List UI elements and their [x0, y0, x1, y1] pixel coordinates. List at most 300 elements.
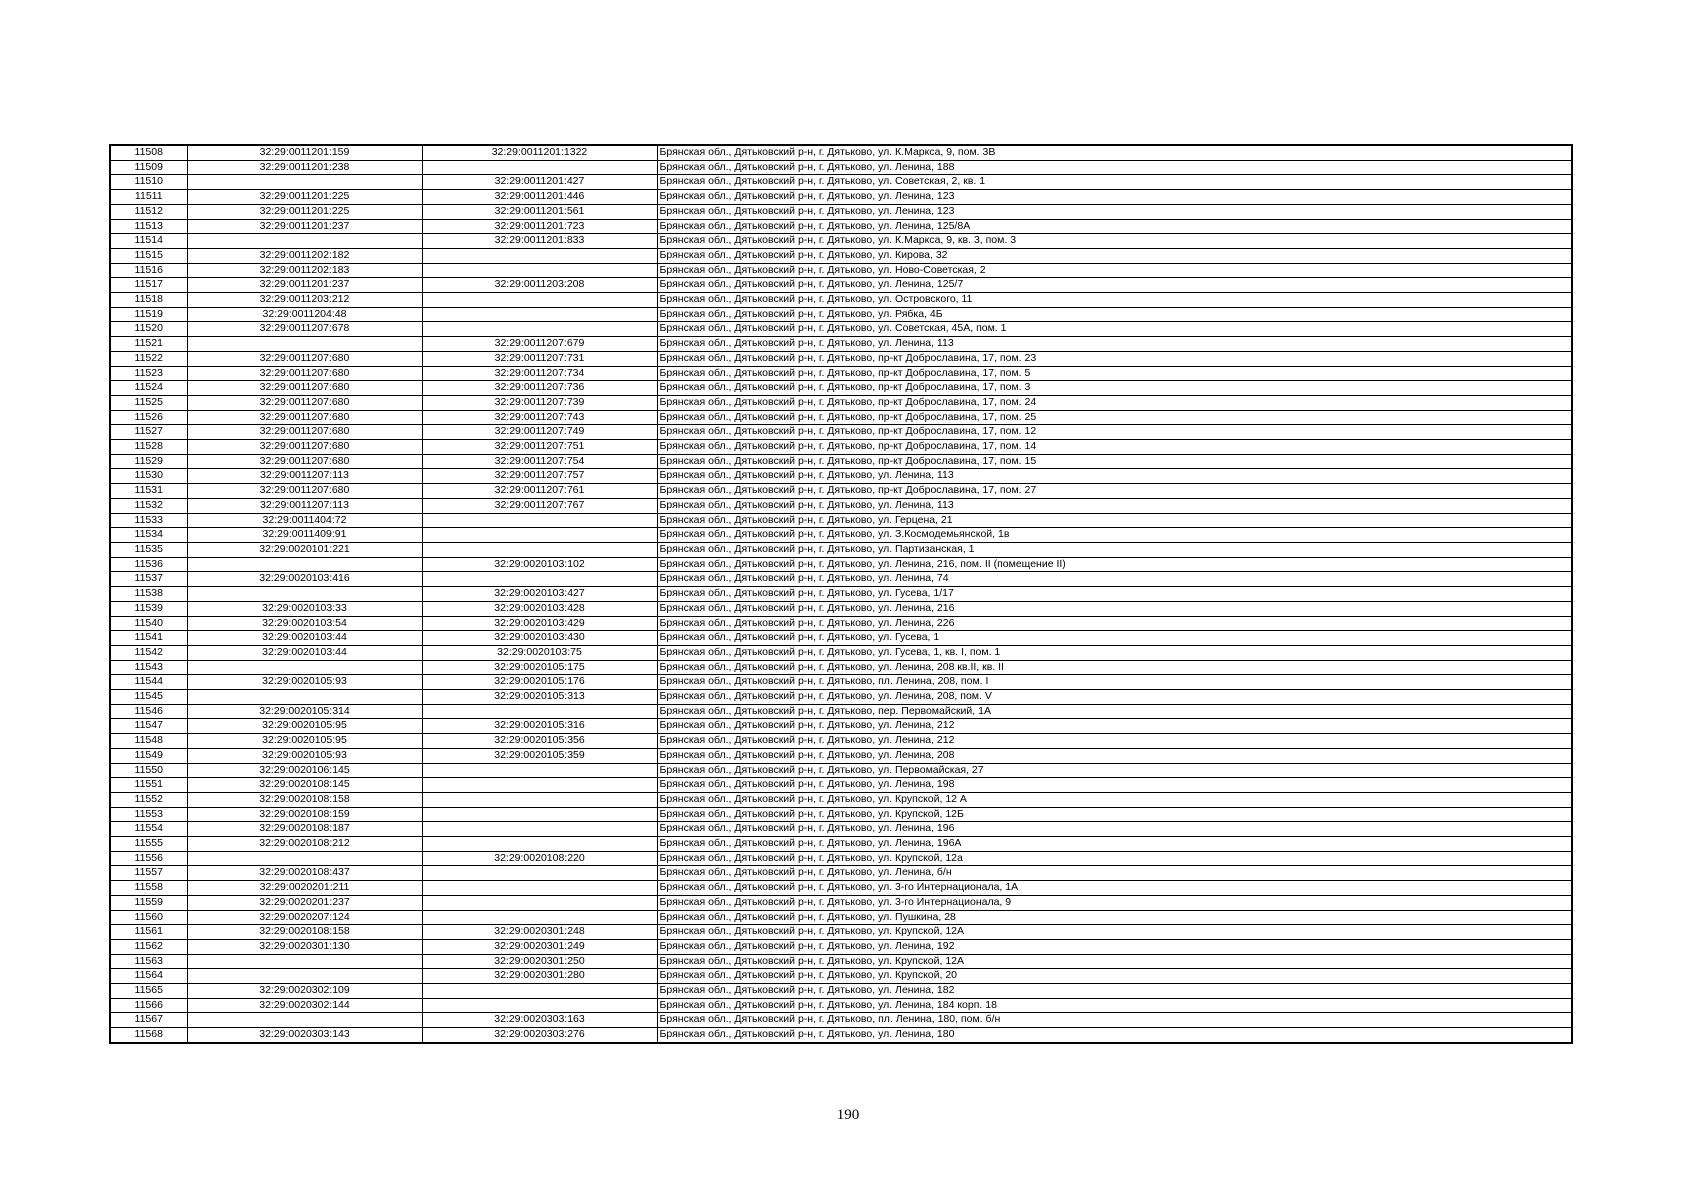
object-number-cell: [422, 307, 657, 322]
address-cell: Брянская обл., Дятьковский р-н, г. Дятьково, ул. Крупской, 12А: [657, 954, 1572, 969]
object-number-cell: 32:29:0011207:761: [422, 484, 657, 499]
cadastral-table: [109, 144, 1573, 1044]
row-number-cell: 11545: [110, 690, 187, 705]
parcel-number-cell: 32:29:0020103:54: [187, 616, 422, 631]
object-number-cell: 32:29:0011201:1322: [422, 145, 657, 160]
address-cell: Брянская обл., Дятьковский р-н, г. Дятьково, ул. Ленина, 208: [657, 748, 1572, 763]
table-row: [110, 792, 1572, 807]
parcel-number-cell: 32:29:0020207:124: [187, 910, 422, 925]
object-number-cell: [422, 822, 657, 837]
table-row: [110, 366, 1572, 381]
parcel-number-cell: [187, 234, 422, 249]
object-number-cell: 32:29:0011207:767: [422, 498, 657, 513]
address-cell: Брянская обл., Дятьковский р-н, г. Дятьково, ул. Крупской, 12 А: [657, 792, 1572, 807]
parcel-number-cell: 32:29:0020103:44: [187, 645, 422, 660]
parcel-number-cell: 32:29:0011207:113: [187, 498, 422, 513]
object-number-cell: 32:29:0011207:757: [422, 469, 657, 484]
parcel-number-cell: [187, 851, 422, 866]
row-number-cell: 11533: [110, 513, 187, 528]
address-cell: Брянская обл., Дятьковский р-н, г. Дятьково, ул. З.Космодемьянской, 1в: [657, 528, 1572, 543]
object-number-cell: [422, 910, 657, 925]
address-cell: Брянская обл., Дятьковский р-н, г. Дятьково, ул. К.Маркса, 9, кв. 3, пом. 3: [657, 234, 1572, 249]
table-row: [110, 881, 1572, 896]
row-number-cell: 11520: [110, 322, 187, 337]
row-number-cell: 11510: [110, 175, 187, 190]
table-row: [110, 1028, 1572, 1043]
parcel-number-cell: 32:29:0020105:93: [187, 675, 422, 690]
parcel-number-cell: 32:29:0020201:237: [187, 895, 422, 910]
parcel-number-cell: 32:29:0011207:678: [187, 322, 422, 337]
address-cell: Брянская обл., Дятьковский р-н, г. Дятьково, пр-кт Доброславина, 17, пом. 5: [657, 366, 1572, 381]
address-cell: Брянская обл., Дятьковский р-н, г. Дятьково, ул. Ленина, 182: [657, 984, 1572, 999]
table-row: [110, 204, 1572, 219]
object-number-cell: [422, 513, 657, 528]
table-row: [110, 528, 1572, 543]
object-number-cell: 32:29:0011201:427: [422, 175, 657, 190]
row-number-cell: 11557: [110, 866, 187, 881]
parcel-number-cell: 32:29:0020103:44: [187, 631, 422, 646]
row-number-cell: 11529: [110, 454, 187, 469]
table-row: [110, 1013, 1572, 1028]
row-number-cell: 11537: [110, 572, 187, 587]
address-cell: Брянская обл., Дятьковский р-н, г. Дятьково, ул. Первомайская, 27: [657, 763, 1572, 778]
row-number-cell: 11518: [110, 293, 187, 308]
table-row: [110, 910, 1572, 925]
object-number-cell: 32:29:0020301:248: [422, 925, 657, 940]
row-number-cell: 11564: [110, 969, 187, 984]
table-row: [110, 866, 1572, 881]
object-number-cell: 32:29:0011201:833: [422, 234, 657, 249]
table-row: [110, 234, 1572, 249]
table-row: [110, 498, 1572, 513]
table-row: [110, 984, 1572, 999]
object-number-cell: 32:29:0011201:446: [422, 190, 657, 205]
table-row: [110, 351, 1572, 366]
table-row: [110, 969, 1572, 984]
object-number-cell: 32:29:0011207:679: [422, 337, 657, 352]
parcel-number-cell: 32:29:0020108:159: [187, 807, 422, 822]
object-number-cell: [422, 542, 657, 557]
object-number-cell: 32:29:0011207:736: [422, 381, 657, 396]
parcel-number-cell: 32:29:0011207:680: [187, 410, 422, 425]
address-cell: Брянская обл., Дятьковский р-н, г. Дятьково, ул. Ленина, 192: [657, 939, 1572, 954]
object-number-cell: 32:29:0011207:734: [422, 366, 657, 381]
row-number-cell: 11539: [110, 601, 187, 616]
row-number-cell: 11548: [110, 734, 187, 749]
row-number-cell: 11561: [110, 925, 187, 940]
table-row: [110, 513, 1572, 528]
object-number-cell: [422, 984, 657, 999]
object-number-cell: 32:29:0011207:731: [422, 351, 657, 366]
parcel-number-cell: [187, 557, 422, 572]
address-cell: Брянская обл., Дятьковский р-н, г. Дятьково, ул. Крупской, 12а: [657, 851, 1572, 866]
parcel-number-cell: 32:29:0020108:158: [187, 792, 422, 807]
row-number-cell: 11538: [110, 587, 187, 602]
row-number-cell: 11535: [110, 542, 187, 557]
address-cell: Брянская обл., Дятьковский р-н, г. Дятьково, ул. Ленина, 125/7: [657, 278, 1572, 293]
address-cell: Брянская обл., Дятьковский р-н, г. Дятьково, пр-кт Доброславина, 17, пом. 23: [657, 351, 1572, 366]
table-row: [110, 719, 1572, 734]
address-cell: Брянская обл., Дятьковский р-н, г. Дятьково, ул. Гусева, 1: [657, 631, 1572, 646]
object-number-cell: [422, 322, 657, 337]
table-row: [110, 484, 1572, 499]
object-number-cell: 32:29:0011207:749: [422, 425, 657, 440]
address-cell: Брянская обл., Дятьковский р-н, г. Дятьково, пр-кт Доброславина, 17, пом. 12: [657, 425, 1572, 440]
row-number-cell: 11543: [110, 660, 187, 675]
address-cell: Брянская обл., Дятьковский р-н, г. Дятьково, ул. Гусева, 1, кв. I, пом. 1: [657, 645, 1572, 660]
table-row: [110, 572, 1572, 587]
object-number-cell: [422, 528, 657, 543]
object-number-cell: 32:29:0011207:754: [422, 454, 657, 469]
object-number-cell: 32:29:0020301:249: [422, 939, 657, 954]
parcel-number-cell: [187, 660, 422, 675]
table-row: [110, 704, 1572, 719]
table-row: [110, 440, 1572, 455]
address-cell: Брянская обл., Дятьковский р-н, г. Дятьково, ул. Крупской, 20: [657, 969, 1572, 984]
row-number-cell: 11568: [110, 1028, 187, 1043]
parcel-number-cell: 32:29:0020108:212: [187, 837, 422, 852]
row-number-cell: 11544: [110, 675, 187, 690]
table-row: [110, 748, 1572, 763]
table-row: [110, 631, 1572, 646]
address-cell: Брянская обл., Дятьковский р-н, г. Дятьково, ул. Ленина, 113: [657, 498, 1572, 513]
address-cell: Брянская обл., Дятьковский р-н, г. Дятьково, ул. Рябка, 4Б: [657, 307, 1572, 322]
object-number-cell: 32:29:0020103:427: [422, 587, 657, 602]
row-number-cell: 11555: [110, 837, 187, 852]
parcel-number-cell: 32:29:0011201:237: [187, 219, 422, 234]
address-cell: Брянская обл., Дятьковский р-н, г. Дятьково, ул. Ленина, 212: [657, 734, 1572, 749]
parcel-number-cell: [187, 969, 422, 984]
table-row: [110, 469, 1572, 484]
parcel-number-cell: 32:29:0020108:437: [187, 866, 422, 881]
parcel-number-cell: 32:29:0020105:95: [187, 734, 422, 749]
object-number-cell: 32:29:0020105:316: [422, 719, 657, 734]
object-number-cell: 32:29:0020105:356: [422, 734, 657, 749]
parcel-number-cell: [187, 175, 422, 190]
address-cell: Брянская обл., Дятьковский р-н, г. Дятьково, пр-кт Доброславина, 17, пом. 14: [657, 440, 1572, 455]
parcel-number-cell: 32:29:0011207:113: [187, 469, 422, 484]
row-number-cell: 11534: [110, 528, 187, 543]
address-cell: Брянская обл., Дятьковский р-н, г. Дятьково, ул. Ленина, 188: [657, 160, 1572, 175]
parcel-number-cell: 32:29:0011207:680: [187, 351, 422, 366]
address-cell: Брянская обл., Дятьковский р-н, г. Дятьково, ул. Ленина, 198: [657, 778, 1572, 793]
row-number-cell: 11516: [110, 263, 187, 278]
object-number-cell: 32:29:0020103:102: [422, 557, 657, 572]
table-row: [110, 690, 1572, 705]
parcel-number-cell: 32:29:0020303:143: [187, 1028, 422, 1043]
address-cell: Брянская обл., Дятьковский р-н, г. Дятьково, ул. Герцена, 21: [657, 513, 1572, 528]
table-row: [110, 837, 1572, 852]
address-cell: Брянская обл., Дятьковский р-н, г. Дятьково, пер. Первомайский, 1А: [657, 704, 1572, 719]
table-row: [110, 778, 1572, 793]
table-row: [110, 763, 1572, 778]
address-cell: Брянская обл., Дятьковский р-н, г. Дятьково, ул. Ленина, 123: [657, 204, 1572, 219]
row-number-cell: 11517: [110, 278, 187, 293]
row-number-cell: 11519: [110, 307, 187, 322]
table-row: [110, 851, 1572, 866]
table-row: [110, 278, 1572, 293]
parcel-number-cell: [187, 954, 422, 969]
row-number-cell: 11558: [110, 881, 187, 896]
table-row: [110, 160, 1572, 175]
object-number-cell: 32:29:0011201:723: [422, 219, 657, 234]
parcel-number-cell: 32:29:0020106:145: [187, 763, 422, 778]
address-cell: Брянская обл., Дятьковский р-н, г. Дятьково, пр-кт Доброславина, 17, пом. 27: [657, 484, 1572, 499]
row-number-cell: 11546: [110, 704, 187, 719]
table-row: [110, 175, 1572, 190]
parcel-number-cell: 32:29:0020201:211: [187, 881, 422, 896]
table-row: [110, 601, 1572, 616]
object-number-cell: 32:29:0020303:276: [422, 1028, 657, 1043]
address-cell: Брянская обл., Дятьковский р-н, г. Дятьково, ул. Ленина, 113: [657, 469, 1572, 484]
object-number-cell: [422, 807, 657, 822]
address-cell: Брянская обл., Дятьковский р-н, г. Дятьково, ул. Ленина, б/н: [657, 866, 1572, 881]
address-cell: Брянская обл., Дятьковский р-н, г. Дятьково, ул. Ленина, 196: [657, 822, 1572, 837]
parcel-number-cell: 32:29:0011207:680: [187, 381, 422, 396]
row-number-cell: 11531: [110, 484, 187, 499]
row-number-cell: 11522: [110, 351, 187, 366]
parcel-number-cell: 32:29:0020108:158: [187, 925, 422, 940]
row-number-cell: 11550: [110, 763, 187, 778]
parcel-number-cell: 32:29:0011201:159: [187, 145, 422, 160]
address-cell: Брянская обл., Дятьковский р-н, г. Дятьково, пл. Ленина, 208, пом. I: [657, 675, 1572, 690]
row-number-cell: 11526: [110, 410, 187, 425]
row-number-cell: 11559: [110, 895, 187, 910]
row-number-cell: 11512: [110, 204, 187, 219]
address-cell: Брянская обл., Дятьковский р-н, г. Дятьково, ул. Ленина, 208 кв.II, кв. II: [657, 660, 1572, 675]
row-number-cell: 11528: [110, 440, 187, 455]
parcel-number-cell: 32:29:0011202:183: [187, 263, 422, 278]
address-cell: Брянская обл., Дятьковский р-н, г. Дятьково, пр-кт Доброславина, 17, пом. 3: [657, 381, 1572, 396]
row-number-cell: 11566: [110, 998, 187, 1013]
page-number: 190: [836, 1107, 860, 1123]
address-cell: Брянская обл., Дятьковский р-н, г. Дятьково, ул. Ленина, 212: [657, 719, 1572, 734]
object-number-cell: 32:29:0011207:743: [422, 410, 657, 425]
row-number-cell: 11530: [110, 469, 187, 484]
table-row: [110, 939, 1572, 954]
parcel-number-cell: 32:29:0011207:680: [187, 425, 422, 440]
address-cell: Брянская обл., Дятьковский р-н, г. Дятьково, пр-кт Доброславина, 17, пом. 15: [657, 454, 1572, 469]
row-number-cell: 11511: [110, 190, 187, 205]
parcel-number-cell: 32:29:0020302:109: [187, 984, 422, 999]
object-number-cell: 32:29:0011201:561: [422, 204, 657, 219]
parcel-number-cell: 32:29:0011201:238: [187, 160, 422, 175]
table-row: [110, 675, 1572, 690]
object-number-cell: 32:29:0020301:250: [422, 954, 657, 969]
address-cell: Брянская обл., Дятьковский р-н, г. Дятьково, ул. Кирова, 32: [657, 248, 1572, 263]
parcel-number-cell: 32:29:0020108:187: [187, 822, 422, 837]
row-number-cell: 11554: [110, 822, 187, 837]
parcel-number-cell: 32:29:0020103:33: [187, 601, 422, 616]
parcel-number-cell: 32:29:0011201:237: [187, 278, 422, 293]
table-row: [110, 337, 1572, 352]
parcel-number-cell: 32:29:0011201:225: [187, 190, 422, 205]
object-number-cell: 32:29:0020105:313: [422, 690, 657, 705]
parcel-number-cell: 32:29:0011207:680: [187, 484, 422, 499]
row-number-cell: 11547: [110, 719, 187, 734]
object-number-cell: 32:29:0020103:75: [422, 645, 657, 660]
table-row: [110, 954, 1572, 969]
row-number-cell: 11523: [110, 366, 187, 381]
row-number-cell: 11527: [110, 425, 187, 440]
object-number-cell: 32:29:0020303:163: [422, 1013, 657, 1028]
row-number-cell: 11556: [110, 851, 187, 866]
parcel-number-cell: 32:29:0011202:182: [187, 248, 422, 263]
address-cell: Брянская обл., Дятьковский р-н, г. Дятьково, пр-кт Доброславина, 17, пом. 25: [657, 410, 1572, 425]
table-row: [110, 263, 1572, 278]
object-number-cell: 32:29:0020103:430: [422, 631, 657, 646]
address-cell: Брянская обл., Дятьковский р-н, г. Дятьково, ул. Партизанская, 1: [657, 542, 1572, 557]
table-row: [110, 734, 1572, 749]
address-cell: Брянская обл., Дятьковский р-н, г. Дятьково, ул. Ленина, 113: [657, 337, 1572, 352]
table-row: [110, 307, 1572, 322]
row-number-cell: 11525: [110, 395, 187, 410]
parcel-number-cell: 32:29:0011207:680: [187, 440, 422, 455]
object-number-cell: 32:29:0011203:208: [422, 278, 657, 293]
object-number-cell: [422, 778, 657, 793]
table-row: [110, 998, 1572, 1013]
address-cell: Брянская обл., Дятьковский р-н, г. Дятьково, ул. Ленина, 74: [657, 572, 1572, 587]
table-row: [110, 395, 1572, 410]
row-number-cell: 11508: [110, 145, 187, 160]
row-number-cell: 11553: [110, 807, 187, 822]
object-number-cell: [422, 704, 657, 719]
object-number-cell: 32:29:0011207:739: [422, 395, 657, 410]
parcel-number-cell: 32:29:0020105:314: [187, 704, 422, 719]
row-number-cell: 11563: [110, 954, 187, 969]
parcel-number-cell: 32:29:0011404:72: [187, 513, 422, 528]
address-cell: Брянская обл., Дятьковский р-н, г. Дятьково, ул. Пушкина, 28: [657, 910, 1572, 925]
table-row: [110, 542, 1572, 557]
address-cell: Брянская обл., Дятьковский р-н, г. Дятьково, ул. 3-го Интернационала, 1А: [657, 881, 1572, 896]
object-number-cell: 32:29:0011207:751: [422, 440, 657, 455]
table-row: [110, 616, 1572, 631]
address-cell: Брянская обл., Дятьковский р-н, г. Дятьково, пр-кт Доброславина, 17, пом. 24: [657, 395, 1572, 410]
table-row: [110, 895, 1572, 910]
object-number-cell: [422, 998, 657, 1013]
object-number-cell: 32:29:0020108:220: [422, 851, 657, 866]
object-number-cell: [422, 160, 657, 175]
object-number-cell: [422, 866, 657, 881]
object-number-cell: 32:29:0020301:280: [422, 969, 657, 984]
address-cell: Брянская обл., Дятьковский р-н, г. Дятьково, ул. Крупской, 12А: [657, 925, 1572, 940]
object-number-cell: 32:29:0020105:175: [422, 660, 657, 675]
address-cell: Брянская обл., Дятьковский р-н, г. Дятьково, ул. Ленина, 216: [657, 601, 1572, 616]
parcel-number-cell: 32:29:0020105:95: [187, 719, 422, 734]
address-cell: Брянская обл., Дятьковский р-н, г. Дятьково, ул. Ленина, 208, пом. V: [657, 690, 1572, 705]
row-number-cell: 11560: [110, 910, 187, 925]
object-number-cell: [422, 248, 657, 263]
address-cell: Брянская обл., Дятьковский р-н, г. Дятьково, ул. К.Маркса, 9, пом. 3В: [657, 145, 1572, 160]
address-cell: Брянская обл., Дятьковский р-н, г. Дятьково, ул. Ленина, 216, пом. II (помещение II): [657, 557, 1572, 572]
parcel-number-cell: 32:29:0011201:225: [187, 204, 422, 219]
parcel-number-cell: 32:29:0011207:680: [187, 366, 422, 381]
table-row: [110, 557, 1572, 572]
table-row: [110, 145, 1572, 160]
parcel-number-cell: 32:29:0020105:93: [187, 748, 422, 763]
parcel-number-cell: 32:29:0020108:145: [187, 778, 422, 793]
table-row: [110, 454, 1572, 469]
row-number-cell: 11562: [110, 939, 187, 954]
address-cell: Брянская обл., Дятьковский р-н, г. Дятьково, ул. 3-го Интернационала, 9: [657, 895, 1572, 910]
table-row: [110, 660, 1572, 675]
row-number-cell: 11532: [110, 498, 187, 513]
address-cell: Брянская обл., Дятьковский р-н, г. Дятьково, ул. Советская, 45А, пом. 1: [657, 322, 1572, 337]
object-number-cell: [422, 792, 657, 807]
table-row: [110, 645, 1572, 660]
row-number-cell: 11542: [110, 645, 187, 660]
address-cell: Брянская обл., Дятьковский р-н, г. Дятьково, ул. Ленина, 184 корп. 18: [657, 998, 1572, 1013]
table-body: [110, 145, 1572, 1043]
object-number-cell: [422, 837, 657, 852]
object-number-cell: [422, 572, 657, 587]
parcel-number-cell: 32:29:0011203:212: [187, 293, 422, 308]
object-number-cell: 32:29:0020103:428: [422, 601, 657, 616]
table-row: [110, 425, 1572, 440]
table-row: [110, 587, 1572, 602]
address-cell: Брянская обл., Дятьковский р-н, г. Дятьково, ул. Островского, 11: [657, 293, 1572, 308]
object-number-cell: 32:29:0020105:359: [422, 748, 657, 763]
table-row: [110, 410, 1572, 425]
address-cell: Брянская обл., Дятьковский р-н, г. Дятьково, ул. Ленина, 180: [657, 1028, 1572, 1043]
row-number-cell: 11524: [110, 381, 187, 396]
address-cell: Брянская обл., Дятьковский р-н, г. Дятьково, ул. Ленина, 196А: [657, 837, 1572, 852]
object-number-cell: [422, 881, 657, 896]
parcel-number-cell: 32:29:0011409:91: [187, 528, 422, 543]
row-number-cell: 11549: [110, 748, 187, 763]
table-row: [110, 293, 1572, 308]
object-number-cell: [422, 763, 657, 778]
row-number-cell: 11540: [110, 616, 187, 631]
parcel-number-cell: [187, 337, 422, 352]
address-cell: Брянская обл., Дятьковский р-н, г. Дятьково, ул. Ленина, 123: [657, 190, 1572, 205]
address-cell: Брянская обл., Дятьковский р-н, г. Дятьково, пл. Ленина, 180, пом. б/н: [657, 1013, 1572, 1028]
parcel-number-cell: 32:29:0020101:221: [187, 542, 422, 557]
table-row: [110, 248, 1572, 263]
row-number-cell: 11515: [110, 248, 187, 263]
row-number-cell: 11551: [110, 778, 187, 793]
address-cell: Брянская обл., Дятьковский р-н, г. Дятьково, ул. Ново-Советская, 2: [657, 263, 1572, 278]
object-number-cell: [422, 263, 657, 278]
parcel-number-cell: 32:29:0011207:680: [187, 454, 422, 469]
parcel-number-cell: 32:29:0020302:144: [187, 998, 422, 1013]
table-row: [110, 190, 1572, 205]
parcel-number-cell: 32:29:0011207:680: [187, 395, 422, 410]
parcel-number-cell: [187, 1013, 422, 1028]
row-number-cell: 11536: [110, 557, 187, 572]
parcel-number-cell: [187, 587, 422, 602]
row-number-cell: 11552: [110, 792, 187, 807]
address-cell: Брянская обл., Дятьковский р-н, г. Дятьково, ул. Крупской, 12Б: [657, 807, 1572, 822]
address-cell: Брянская обл., Дятьковский р-н, г. Дятьково, ул. Ленина, 125/8А: [657, 219, 1572, 234]
table-row: [110, 822, 1572, 837]
row-number-cell: 11565: [110, 984, 187, 999]
parcel-number-cell: [187, 690, 422, 705]
row-number-cell: 11513: [110, 219, 187, 234]
row-number-cell: 11521: [110, 337, 187, 352]
row-number-cell: 11567: [110, 1013, 187, 1028]
parcel-number-cell: 32:29:0020301:130: [187, 939, 422, 954]
table-row: [110, 807, 1572, 822]
table-row: [110, 322, 1572, 337]
row-number-cell: 11509: [110, 160, 187, 175]
address-cell: Брянская обл., Дятьковский р-н, г. Дятьково, ул. Советская, 2, кв. 1: [657, 175, 1572, 190]
parcel-number-cell: 32:29:0011204:48: [187, 307, 422, 322]
object-number-cell: 32:29:0020103:429: [422, 616, 657, 631]
row-number-cell: 11541: [110, 631, 187, 646]
address-cell: Брянская обл., Дятьковский р-н, г. Дятьково, ул. Гусева, 1/17: [657, 587, 1572, 602]
row-number-cell: 11514: [110, 234, 187, 249]
